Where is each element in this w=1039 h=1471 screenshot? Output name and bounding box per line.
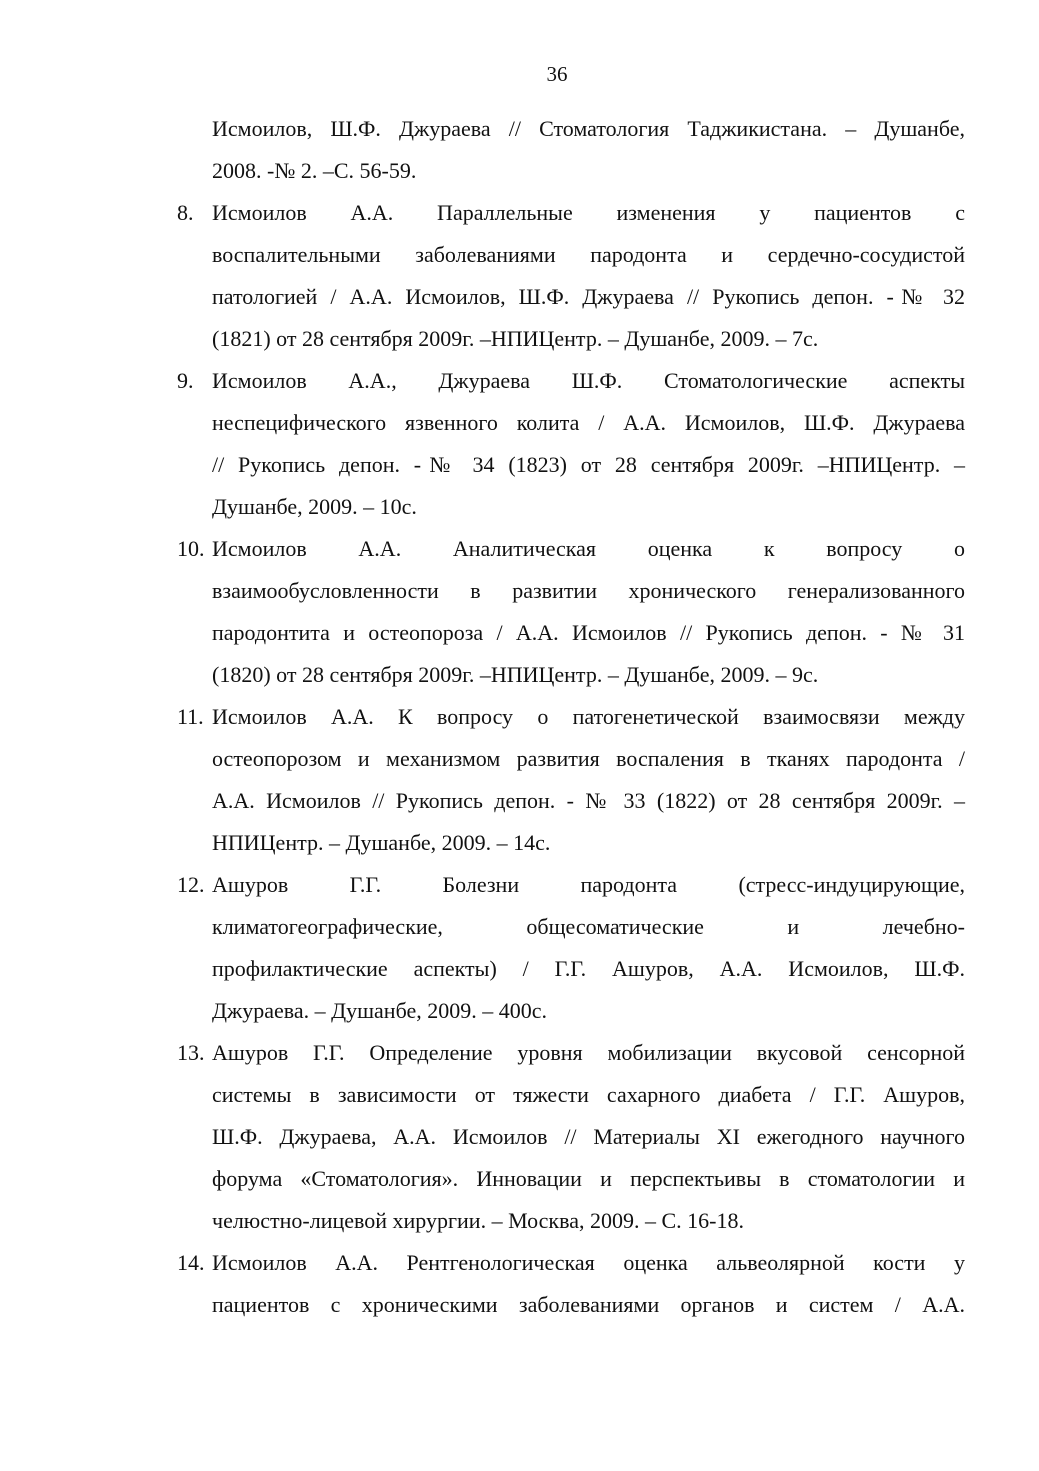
- reference-line: Джураева. – Душанбе, 2009. – 400с.: [212, 998, 548, 1023]
- reference-line: НПИЦентр. – Душанбе, 2009. – 14с.: [212, 830, 551, 855]
- reference-number: 8.: [177, 200, 194, 225]
- continuation-entry: [0, 108, 1039, 192]
- reference-line: Исмоилов А.А. К вопросу о патогенетической взаимосвязи между: [212, 704, 965, 729]
- reference-line: воспалительными заболеваниями пародонта и сердечно-сосудистой: [212, 242, 965, 267]
- reference-line: А.А. Исмоилов // Рукопись депон. - № 33 (1822) от 28 сентября 2009г. –: [212, 788, 965, 813]
- reference-entry-12: [0, 864, 1039, 1032]
- reference-line: Ш.Ф. Джураева, А.А. Исмоилов // Материалы XI ежегодного научного: [212, 1124, 965, 1149]
- reference-line: профилактические аспекты) / Г.Г. Ашуров, А.А. Исмоилов, Ш.Ф.: [212, 956, 965, 981]
- reference-entry-8: [0, 192, 1039, 360]
- reference-line: системы в зависимости от тяжести сахарного диабета / Г.Г. Ашуров,: [212, 1082, 965, 1107]
- reference-line: 2008. -№ 2. –С. 56-59.: [212, 158, 417, 183]
- reference-line: (1821) от 28 сентября 2009г. –НПИЦентр. – Душанбе, 2009. – 7с.: [212, 326, 819, 351]
- reference-line: пародонтита и остеопороза / А.А. Исмоилов // Рукопись депон. - № 31: [212, 620, 965, 645]
- reference-number: 9.: [177, 368, 194, 393]
- reference-line: неспецифического язвенного колита / А.А. Исмоилов, Ш.Ф. Джураева: [212, 410, 965, 435]
- reference-line: Исмоилов, Ш.Ф. Джураева // Стоматология Таджикистана. – Душанбе,: [212, 116, 965, 141]
- reference-line: климатогеографические, общесоматические и лечебно-: [212, 914, 965, 939]
- reference-number: 10.: [177, 536, 205, 561]
- reference-line: Исмоилов А.А., Джураева Ш.Ф. Стоматологические аспекты: [212, 368, 965, 393]
- reference-line: взаимообусловленности в развитии хронического генерализованного: [212, 578, 965, 603]
- reference-line: Исмоилов А.А. Рентгенологическая оценка альвеолярной кости у: [212, 1250, 965, 1275]
- reference-entry-13: [0, 1032, 1039, 1242]
- reference-line: патологией / А.А. Исмоилов, Ш.Ф. Джураева // Рукопись депон. -№ 32: [212, 284, 965, 309]
- reference-line: Ашуров Г.Г. Определение уровня мобилизации вкусовой сенсорной: [212, 1040, 965, 1065]
- reference-line: форума «Стоматология». Инновации и перспектьивы в стоматологии и: [212, 1166, 965, 1191]
- reference-entry-14: [0, 1242, 1039, 1326]
- reference-line: остеопорозом и механизмом развития воспаления в тканях пародонта /: [212, 746, 965, 771]
- reference-line: Ашуров Г.Г. Болезни пародонта (стресс-индуцирующие,: [212, 872, 965, 897]
- reference-line: // Рукопись депон. -№ 34 (1823) от 28 сентября 2009г. –НПИЦентр. –: [212, 452, 965, 477]
- reference-number: 12.: [177, 872, 205, 897]
- reference-line: Исмоилов А.А. Аналитическая оценка к вопросу о: [212, 536, 965, 561]
- reference-number: 11.: [177, 704, 204, 729]
- reference-entry-9: [0, 360, 1039, 528]
- page-number: 36: [546, 62, 568, 86]
- reference-line: Душанбе, 2009. – 10с.: [212, 494, 417, 519]
- reference-line: челюстно-лицевой хирургии. – Москва, 2009. – С. 16-18.: [212, 1208, 744, 1233]
- reference-number: 14.: [177, 1250, 205, 1275]
- reference-line: пациентов с хроническими заболеваниями органов и систем / А.А.: [212, 1292, 965, 1317]
- reference-number: 13.: [177, 1040, 205, 1065]
- reference-line: Исмоилов А.А. Параллельные изменения у пациентов с: [212, 200, 965, 225]
- reference-line: (1820) от 28 сентября 2009г. –НПИЦентр. – Душанбе, 2009. – 9с.: [212, 662, 819, 687]
- reference-list: [0, 108, 1039, 1326]
- reference-entry-11: [0, 696, 1039, 864]
- reference-entry-10: [0, 528, 1039, 696]
